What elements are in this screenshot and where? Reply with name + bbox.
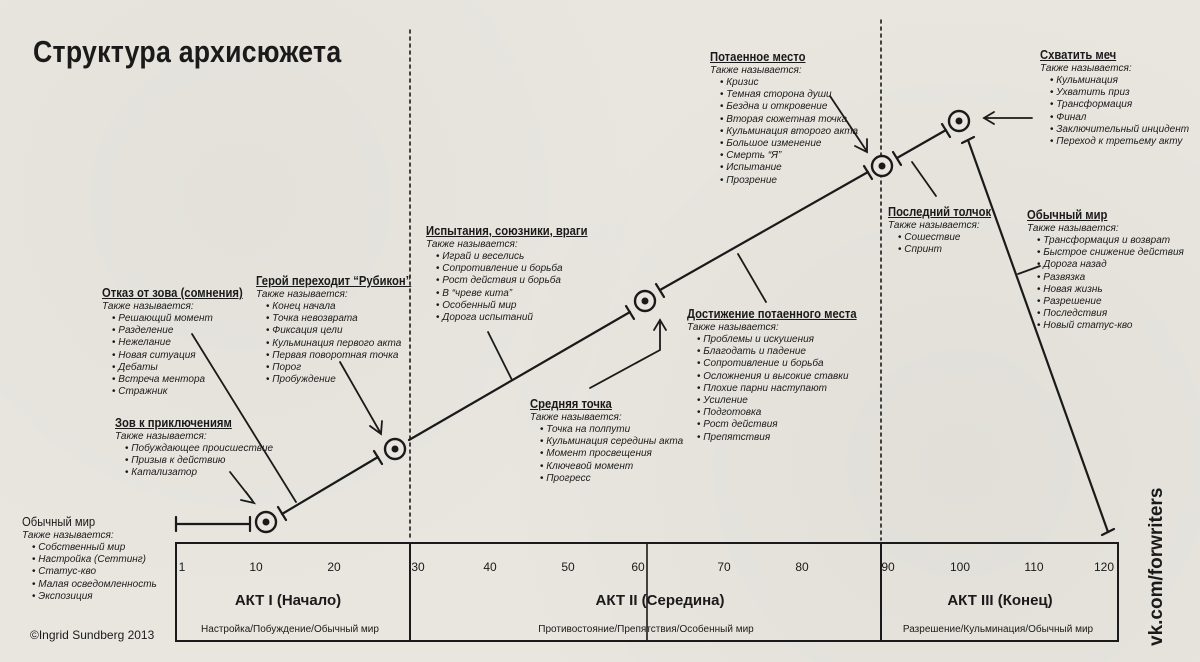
beat-item: • Финал: [1050, 112, 1189, 124]
beat-item: • Кульминация середины акта: [540, 436, 683, 448]
section-midpoint: [530, 397, 683, 485]
beat-item: • Кульминация: [1050, 75, 1189, 87]
beat-list: [256, 301, 429, 386]
tick-label: 60: [631, 560, 645, 574]
beat-item: • Бездна и откровение: [720, 101, 858, 113]
beat-item: • Сопротивление и борьба: [697, 358, 875, 370]
beat-item: • Препятствия: [697, 432, 875, 444]
plot-segment-3: [660, 172, 868, 290]
section-call-to-adventure: [115, 416, 273, 480]
act-1-name: АКТ I (Начало): [234, 592, 342, 609]
also-called-label: Также называется:: [426, 239, 518, 250]
section-last-push: [888, 205, 1003, 256]
beat-item: • Рост действия и борьба: [436, 275, 605, 287]
beat-item: • Смерть “Я”: [720, 150, 858, 162]
beat-item: • Разделение: [112, 325, 258, 337]
section-ordinary-world-start: [22, 515, 157, 603]
beat-item: • Подготовка: [697, 407, 875, 419]
beat-item: • Кульминация первого акта: [266, 338, 429, 350]
tick-label: 100: [949, 560, 971, 574]
beat-list: [22, 542, 157, 603]
beat-item: • Усиление: [697, 395, 875, 407]
beat-item: • В “чреве кита”: [436, 288, 605, 300]
beat-item: • Проблемы и искушения: [697, 334, 875, 346]
beat-list: [710, 77, 858, 187]
tick-label: 120: [1093, 560, 1115, 574]
section-heading: Обычный мир: [1027, 208, 1108, 222]
section-ordinary-world-end: [1027, 208, 1184, 333]
also-called-label: Также называется:: [710, 65, 802, 76]
tick-label: 1: [178, 560, 186, 574]
section-heading: Схватить меч: [1040, 48, 1117, 62]
act-2-subtitle: Противостояние/Препятствия/Особенный мир: [538, 624, 754, 635]
beat-list: [426, 251, 605, 324]
beat-item: • Большое изменение: [720, 138, 858, 150]
beat-item: • Точка на полпути: [540, 424, 683, 436]
beat-item: • Момент просвещения: [540, 448, 683, 460]
beat-item: • Играй и веселись: [436, 251, 605, 263]
copyright: ©Ingrid Sundberg 2013: [30, 628, 155, 642]
beat-item: • Благодать и падение: [697, 346, 875, 358]
site-url: vk.com/forwriters: [1146, 487, 1167, 646]
beat-item: • Настройка (Сеттинг): [32, 554, 157, 566]
beat-item: • Конец начала: [266, 301, 429, 313]
also-called-label: Также называется:: [888, 220, 980, 231]
beat-list: [115, 443, 273, 480]
beat-item: • Плохие парни наступают: [697, 383, 875, 395]
beat-item: • Фиксация цели: [266, 325, 429, 337]
beat-item: • Точка невозврата: [266, 313, 429, 325]
beat-item: • Заключительный инцидент: [1050, 124, 1189, 136]
beat-item: • Нежелание: [112, 337, 258, 349]
also-called-label: Также называется:: [115, 431, 207, 442]
beat-list: [1040, 75, 1189, 148]
beat-item: • Стражник: [112, 386, 258, 398]
beat-item: • Вторая сюжетная точка: [720, 114, 858, 126]
section-seize-sword: [1040, 48, 1189, 148]
plot-segment-4: [897, 130, 946, 158]
section-heading: Последний толчок: [888, 205, 992, 219]
beat-list: [530, 424, 683, 485]
beat-item: • Малая осведомленность: [32, 579, 157, 591]
section-rubicon: [256, 274, 429, 386]
beat-item: • Кризис: [720, 77, 858, 89]
beat-item: • Сошествие: [898, 232, 1003, 244]
section-heading: Зов к приключениям: [115, 416, 232, 430]
tick-label: 50: [561, 560, 575, 574]
act-1-subtitle: Настройка/Побуждение/Обычный мир: [201, 624, 379, 635]
beat-item: • Сопротивление и борьба: [436, 263, 605, 275]
also-called-label: Также называется:: [102, 301, 194, 312]
beat-item: • Быстрое снижение действия: [1037, 247, 1184, 259]
tick-label: 20: [327, 560, 341, 574]
beat-item: • Побуждающее происшествие: [125, 443, 273, 455]
beat-list: [1027, 235, 1184, 333]
also-called-label: Также называется:: [22, 530, 114, 541]
tick-label: 90: [881, 560, 895, 574]
beat-item: • Новая ситуация: [112, 350, 258, 362]
beat-item: • Рост действия: [697, 419, 875, 431]
also-called-label: Также называется:: [687, 322, 779, 333]
beat-item: • Разрешение: [1037, 296, 1184, 308]
beat-item: • Призыв к действию: [125, 455, 273, 467]
tick-label: 110: [1024, 560, 1044, 574]
plot-segment-1: [282, 457, 378, 514]
beat-item: • Особенный мир: [436, 300, 605, 312]
act-3-subtitle: Разрешение/Кульминация/Обычный мир: [902, 624, 1094, 635]
tick-label: 10: [249, 560, 263, 574]
beat-item: • Трансформация: [1050, 99, 1189, 111]
section-innermost-cave: [710, 50, 858, 187]
beat-list: [888, 232, 1003, 256]
beat-item: • Прозрение: [720, 175, 858, 187]
beat-item: • Катализатор: [125, 467, 273, 479]
beat-item: • Решающий момент: [112, 313, 258, 325]
beat-item: • Экспозиция: [32, 591, 157, 603]
act-3-name: АКТ III (Конец): [947, 592, 1053, 609]
beat-item: • Дорога испытаний: [436, 312, 605, 324]
beat-item: • Пробуждение: [266, 374, 429, 386]
beat-item: • Спринт: [898, 244, 1003, 256]
beat-item: • Осложнения и высокие ставки: [697, 371, 875, 383]
beat-item: • Кульминация второго акта: [720, 126, 858, 138]
beat-item: • Трансформация и возврат: [1037, 235, 1184, 247]
section-heading: Обычный мир: [22, 515, 96, 529]
act-2-name: АКТ II (Середина): [595, 592, 725, 609]
section-heading: Достижение потаенного места: [687, 307, 857, 321]
plot-segment-falling: [968, 140, 1108, 532]
section-heading: Герой переходит “Рубикон”: [256, 274, 412, 288]
also-called-label: Также называется:: [1027, 223, 1119, 234]
tick-label: 30: [411, 560, 425, 574]
beat-item: • Дорога назад: [1037, 259, 1184, 271]
beat-item: • Статус-кво: [32, 566, 157, 578]
beat-item: • Развязка: [1037, 272, 1184, 284]
also-called-label: Также называется:: [530, 412, 622, 423]
tick-label: 80: [795, 560, 809, 574]
also-called-label: Также называется:: [256, 289, 348, 300]
beat-item: • Порог: [266, 362, 429, 374]
also-called-label: Также называется:: [1040, 63, 1132, 74]
beat-item: • Встреча ментора: [112, 374, 258, 386]
section-heading: Средняя точка: [530, 397, 612, 411]
tick-label: 40: [483, 560, 497, 574]
tick-label: 70: [717, 560, 731, 574]
beat-item: • Новый статус-кво: [1037, 320, 1184, 332]
section-trials: [426, 224, 605, 324]
section-heading: Испытания, союзники, враги: [426, 224, 588, 238]
beat-item: • Новая жизнь: [1037, 284, 1184, 296]
beat-item: • Последствия: [1037, 308, 1184, 320]
section-approach: [687, 307, 875, 444]
beat-item: • Ухватить приз: [1050, 87, 1189, 99]
beat-item: • Первая поворотная точка: [266, 350, 429, 362]
beat-item: • Темная сторона души: [720, 89, 858, 101]
beat-item: • Собственный мир: [32, 542, 157, 554]
beat-item: • Ключевой момент: [540, 461, 683, 473]
beat-list: [102, 313, 258, 398]
beat-item: • Испытание: [720, 162, 858, 174]
section-refusal: [102, 286, 258, 398]
beat-list: [687, 334, 875, 444]
beat-item: • Переход к третьему акту: [1050, 136, 1189, 148]
section-heading: Потаенное место: [710, 50, 806, 64]
beat-item: • Прогресс: [540, 473, 683, 485]
section-heading: Отказ от зова (сомнения): [102, 286, 243, 300]
beat-item: • Дебаты: [112, 362, 258, 374]
diagram-title: Структура архисюжета: [33, 34, 342, 69]
